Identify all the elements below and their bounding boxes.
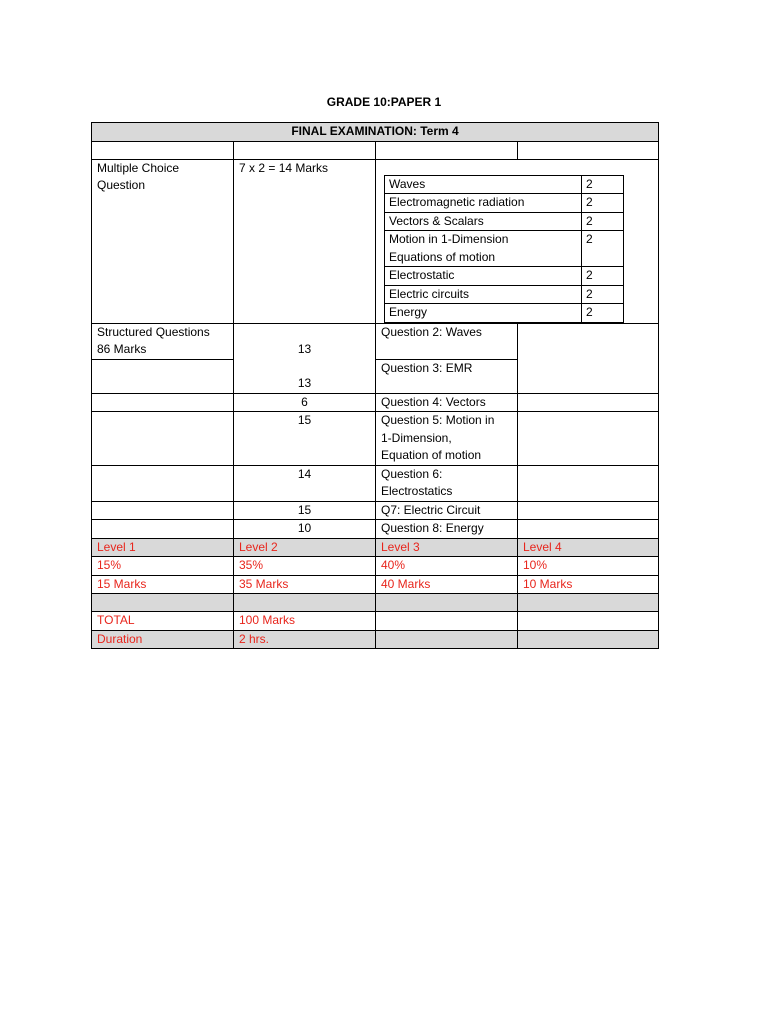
topic-row: Electrostatic 2 — [385, 267, 624, 286]
level-marks: 10 Marks — [518, 575, 659, 594]
table-header-row — [92, 123, 659, 142]
question-name: Question 8: Energy — [376, 520, 518, 539]
level-marks: 15 Marks — [92, 575, 234, 594]
mcq-label: Multiple Choice Question — [92, 159, 234, 323]
duration-row — [92, 630, 659, 649]
mcq-topics-table — [384, 175, 624, 323]
structured-row — [92, 465, 659, 501]
question-marks: 10 — [234, 520, 376, 539]
question-name: Question 6: Electrostatics — [376, 465, 518, 501]
level-marks: 35 Marks — [234, 575, 376, 594]
level-name: Level 3 — [376, 538, 518, 557]
topic-row: Vectors & Scalars 2 — [385, 212, 624, 231]
structured-row — [92, 520, 659, 539]
question-marks: 6 — [234, 393, 376, 412]
level-names-row — [92, 538, 659, 557]
mcq-topics-cell — [376, 159, 659, 323]
mcq-row — [92, 159, 659, 323]
level-percent: 15% — [92, 557, 234, 576]
total-row — [92, 612, 659, 631]
question-marks: 14 — [234, 465, 376, 501]
question-marks: 15 — [234, 501, 376, 520]
level-name: Level 2 — [234, 538, 376, 557]
level-percent: 35% — [234, 557, 376, 576]
blank-row — [92, 594, 659, 612]
structured-row — [92, 323, 659, 360]
question-marks: 15 — [234, 412, 376, 466]
structured-label: Structured Questions 86 Marks — [92, 323, 234, 360]
level-name: Level 1 — [92, 538, 234, 557]
total-label: TOTAL — [92, 612, 234, 631]
total-value: 100 Marks — [234, 612, 376, 631]
topic-row: Electric circuits 2 — [385, 285, 624, 304]
topic-row: Waves 2 — [385, 175, 624, 194]
structured-row — [92, 412, 659, 466]
mcq-marks: 7 x 2 = 14 Marks — [234, 159, 376, 323]
exam-header: FINAL EXAMINATION: Term 4 — [92, 123, 659, 142]
question-name: Question 2: Waves — [376, 323, 518, 360]
level-marks: 40 Marks — [376, 575, 518, 594]
level-percent: 40% — [376, 557, 518, 576]
duration-label: Duration — [92, 630, 234, 649]
question-name: Question 3: EMR — [376, 360, 518, 393]
level-marks-row — [92, 575, 659, 594]
topic-row: Motion in 1-Dimension Equations of motion 2 — [385, 231, 624, 267]
question-name: Question 4: Vectors — [376, 393, 518, 412]
blank-row — [92, 141, 659, 159]
question-name: Question 5: Motion in 1-Dimension, Equation of motion — [376, 412, 518, 466]
level-percent: 10% — [518, 557, 659, 576]
topic-row: Energy 2 — [385, 304, 624, 323]
level-percent-row — [92, 557, 659, 576]
level-name: Level 4 — [518, 538, 659, 557]
question-name: Q7: Electric Circuit — [376, 501, 518, 520]
topic-row: Electromagnetic radiation 2 — [385, 194, 624, 213]
document-title: GRADE 10:PAPER 1 — [326, 95, 442, 109]
structured-row — [92, 501, 659, 520]
question-marks: 13 13 — [234, 323, 376, 393]
exam-table — [91, 122, 659, 649]
duration-value: 2 hrs. — [234, 630, 376, 649]
structured-row — [92, 393, 659, 412]
